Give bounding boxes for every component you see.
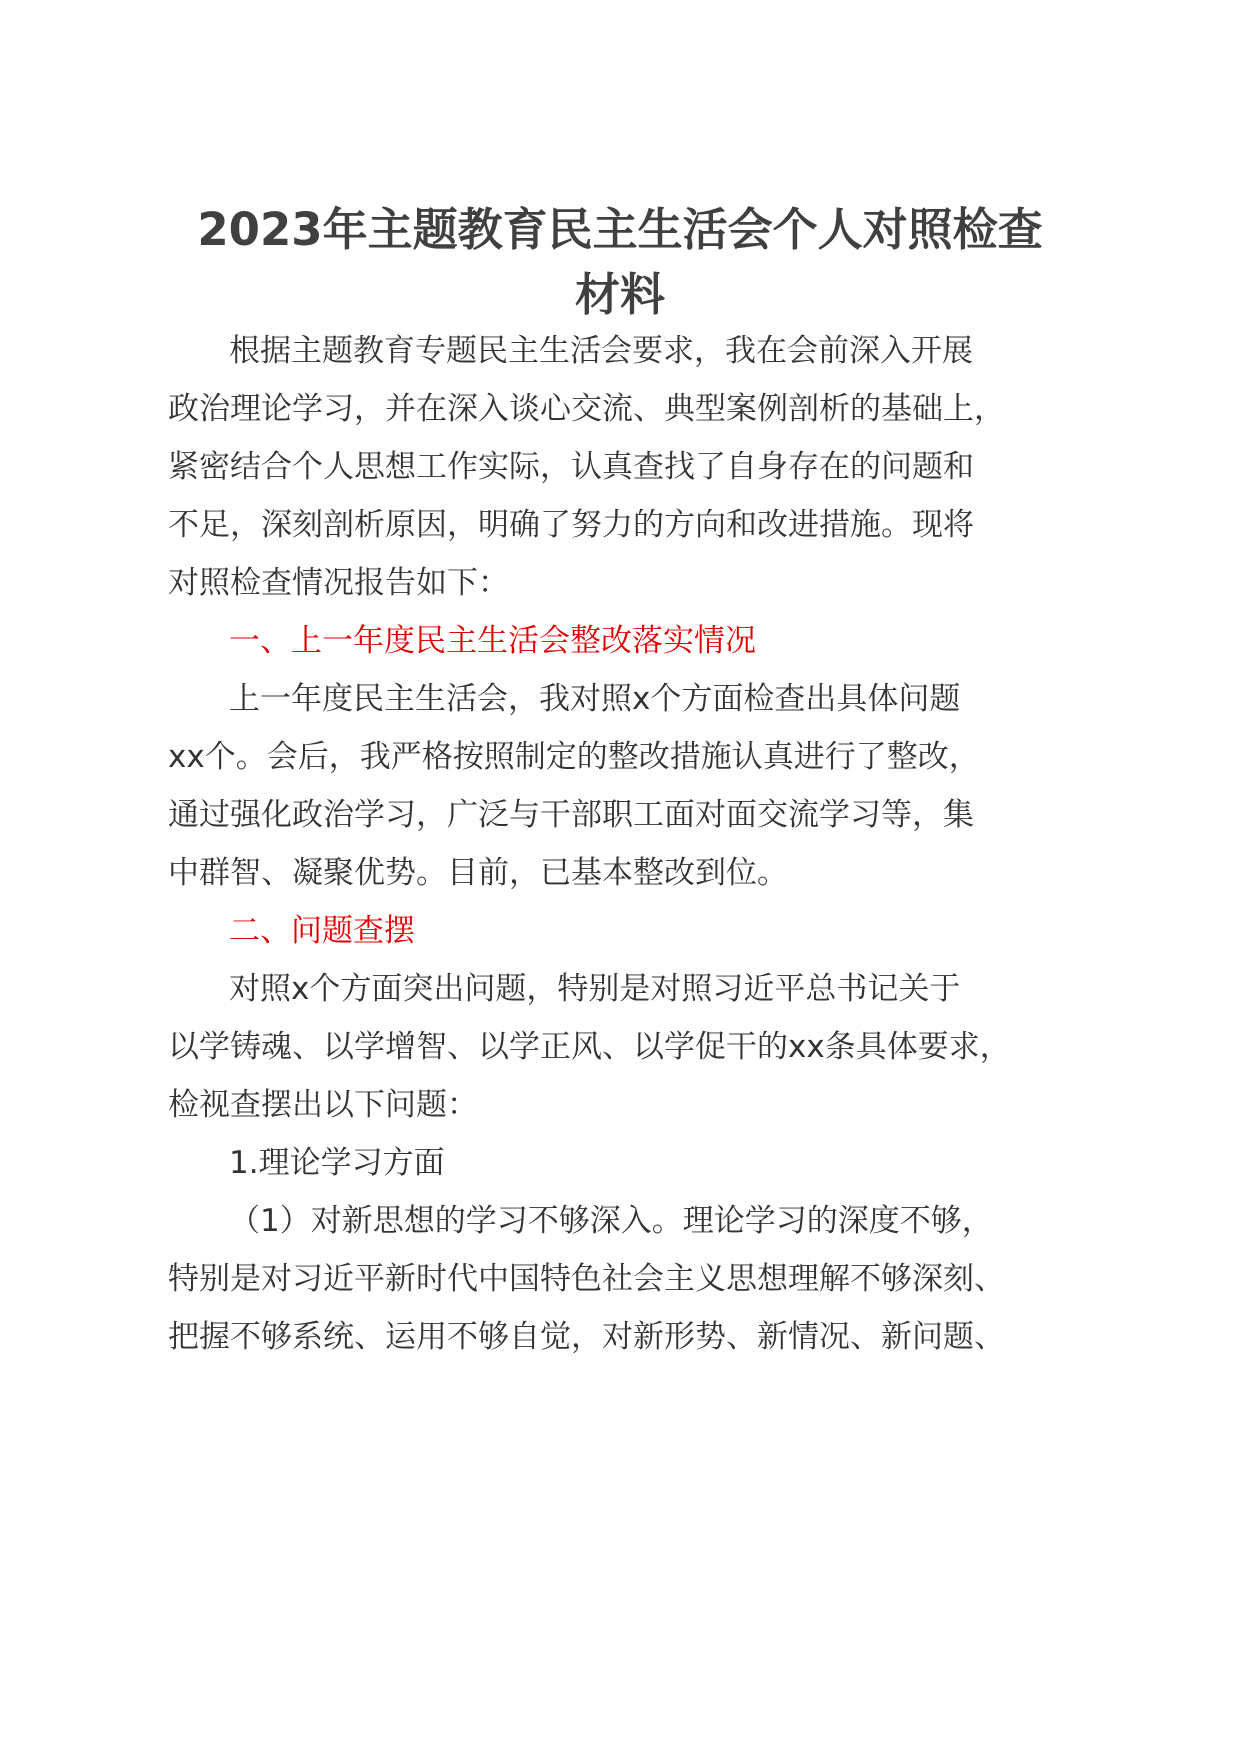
section-1-line-2: xx个。会后，我严格按照制定的整改措施认真进行了整改， — [168, 739, 980, 775]
intro-line-2: 政治理论学习，并在深入谈心交流、典型案例剖析的基础上， — [168, 391, 1005, 427]
document-title-line-2: 材料 — [574, 268, 665, 321]
section-1-line-1: 上一年度民主生活会，我对照x个方面检查出具体问题 — [229, 681, 961, 717]
section-1-line-4: 中群智、凝聚优势。目前，已基本整改到位。 — [168, 855, 788, 891]
section-2-line-2: 以学铸魂、以学增智、以学正风、以学促干的xx条具体要求， — [168, 1029, 1011, 1065]
document-title-line-1: 2023年主题教育民主生活会个人对照检查 — [197, 203, 1043, 256]
section-2-heading: 二、问题查摆 — [229, 913, 415, 949]
subsection-1-line-3: 把握不够系统、运用不够自觉，对新形势、新情况、新问题、 — [168, 1319, 1005, 1355]
subsection-1-line-2: 特别是对习近平新时代中国特色社会主义思想理解不够深刻、 — [168, 1261, 1005, 1297]
intro-line-1: 根据主题教育专题民主生活会要求，我在会前深入开展 — [229, 333, 973, 369]
subsection-1-heading: 1.理论学习方面 — [229, 1145, 445, 1181]
section-1-heading: 一、上一年度民主生活会整改落实情况 — [229, 623, 756, 659]
intro-line-4: 不足，深刻剖析原因，明确了努力的方向和改进措施。现将 — [168, 507, 974, 543]
section-1-line-3: 通过强化政治学习，广泛与干部职工面对面交流学习等，集 — [168, 797, 974, 833]
subsection-1-line-1: （1）对新思想的学习不够深入。理论学习的深度不够， — [229, 1203, 993, 1239]
section-2-line-1: 对照x个方面突出问题，特别是对照习近平总书记关于 — [229, 971, 961, 1007]
intro-line-5: 对照检查情况报告如下： — [168, 565, 509, 601]
section-2-line-3: 检视查摆出以下问题： — [168, 1087, 478, 1123]
intro-line-3: 紧密结合个人思想工作实际，认真查找了自身存在的问题和 — [168, 449, 974, 485]
